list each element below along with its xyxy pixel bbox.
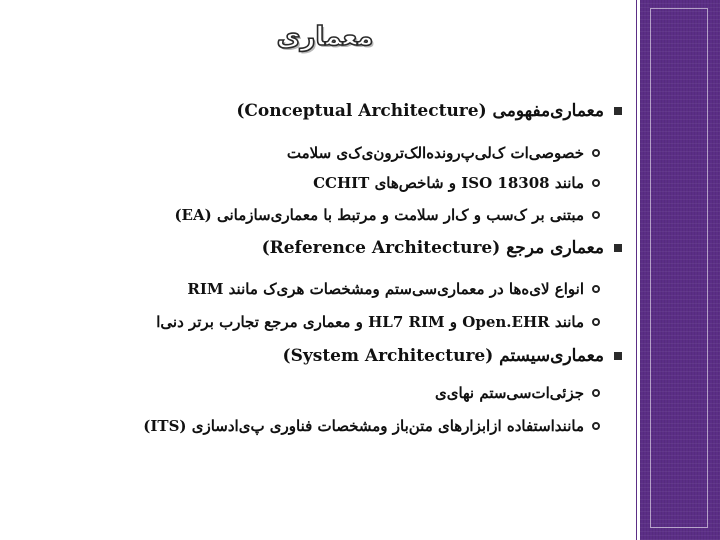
bullet-item-reference	[262, 238, 622, 258]
sub-bullet-text: خصوصی‌ات ک‌لی‌پ‌رونده‌الک‌ترون‌ی‌ک‌ی‌ سلامت	[286, 144, 584, 162]
ring-bullet-icon	[592, 318, 600, 326]
bullet-text: معماری‌سیستم (System Architecture)	[282, 346, 604, 366]
sub-bullet-text: مبتنی بر ک‌سب و ک‌ار سلامت و مرتبط با معماری‌سازمانی (EA)	[174, 206, 584, 224]
sub-bullet-item	[313, 174, 600, 192]
square-bullet-icon	[614, 244, 622, 252]
ring-bullet-icon	[592, 285, 600, 293]
sub-bullet-text: جزئی‌ات‌سی‌ستم نهای‌ی	[434, 384, 584, 402]
sub-bullet-item	[435, 384, 600, 402]
ring-bullet-icon	[592, 179, 600, 187]
sub-bullet-text: مانند ISO 18308 و شاخص‌های CCHIT	[313, 174, 584, 192]
side-panel-frame	[650, 8, 708, 528]
bullet-list	[10, 0, 622, 540]
sub-bullet-item	[143, 417, 600, 435]
bullet-item-system	[283, 346, 622, 366]
ring-bullet-icon	[592, 149, 600, 157]
square-bullet-icon	[614, 352, 622, 360]
sub-bullet-item	[287, 144, 600, 162]
bullet-item-conceptual	[236, 101, 622, 121]
square-bullet-icon	[614, 107, 622, 115]
sub-bullet-item	[187, 280, 600, 298]
ring-bullet-icon	[592, 422, 600, 430]
sub-bullet-text: مانند Open.EHR و HL7 RIM و معماری مرجع تجارب برتر دنی‌ا	[156, 313, 584, 331]
sub-bullet-item	[174, 206, 600, 224]
bullet-text: معماری‌مفهومی (Conceptual Architecture)	[236, 101, 604, 121]
ring-bullet-icon	[592, 389, 600, 397]
sub-bullet-text: انواع لای‌ه‌ها در معماری‌سی‌ستم ومشخصات هری‌ک مانند RIM	[187, 280, 584, 298]
sub-bullet-item	[156, 313, 600, 331]
sub-bullet-text: مانند‌استفاده از‌ابزارهای متن‌باز ومشخصات فناوری پ‌ی‌ادسازی (ITS)	[143, 417, 584, 435]
bullet-text: معماری مرجع (Reference Architecture)	[261, 238, 604, 258]
ring-bullet-icon	[592, 211, 600, 219]
slide-title: معماری	[276, 22, 374, 52]
side-decoration-panel	[640, 0, 720, 540]
